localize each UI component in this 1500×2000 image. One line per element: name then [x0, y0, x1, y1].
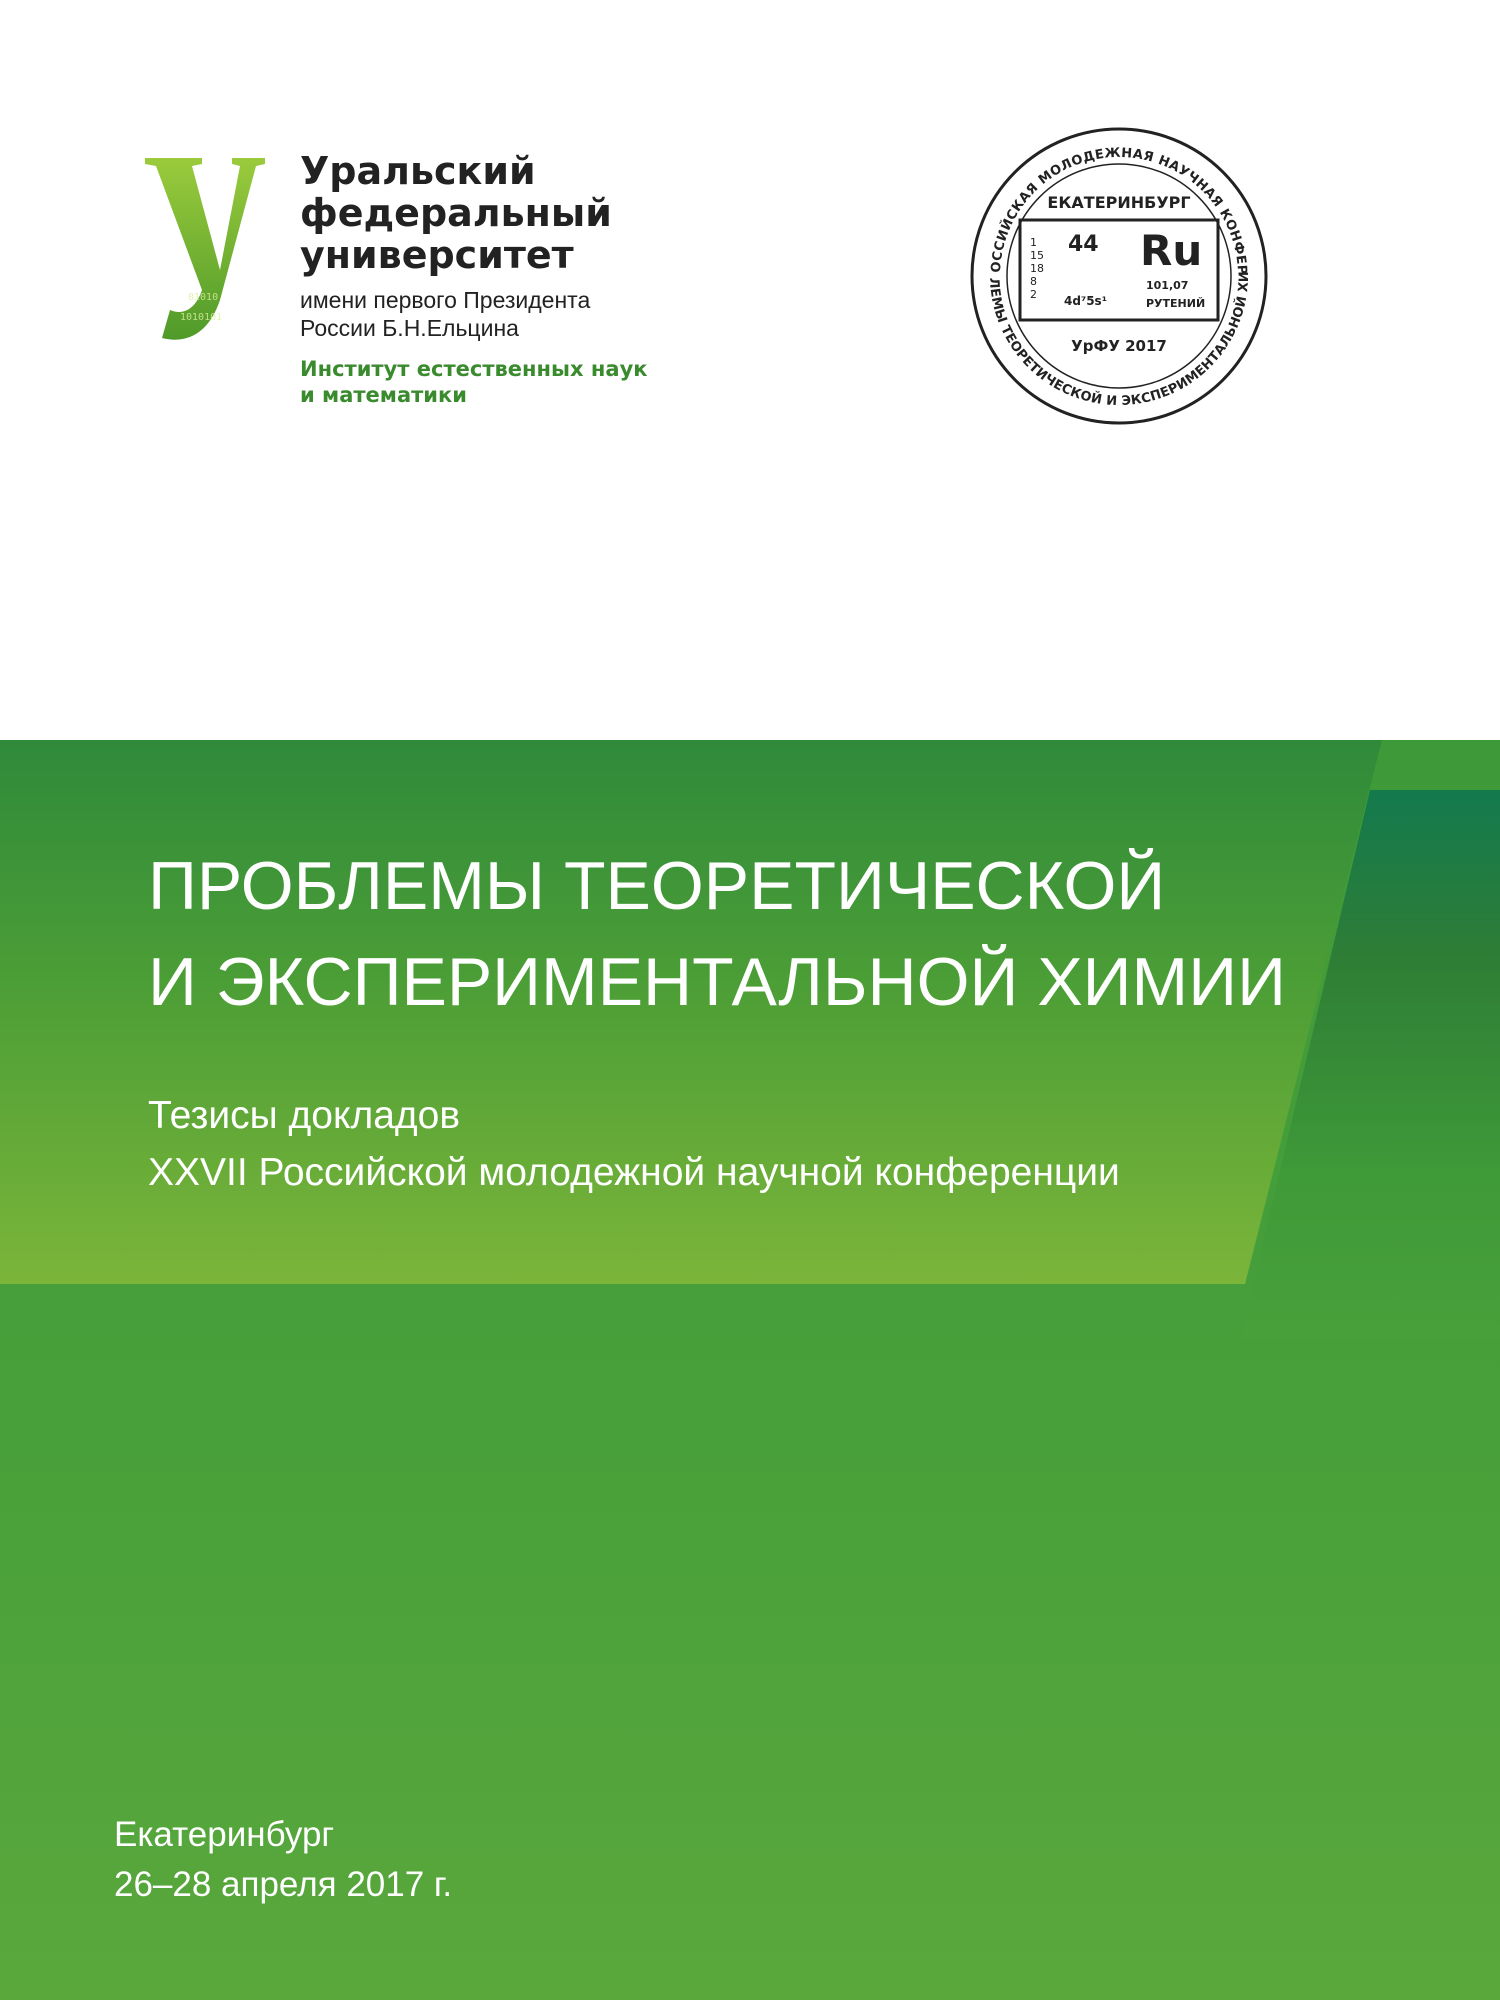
university-name-line: Уральский	[300, 149, 536, 193]
stamp-shell: 1	[1030, 236, 1037, 249]
page-subtitle	[148, 1087, 1120, 1201]
stamp-shell: 2	[1030, 288, 1037, 301]
stamp-ring-bottom: ЛЕМЫ ТЕОРЕТИЧЕСКОЙ И ЭКСПЕРИМЕНТАЛЬНОЙ ХИ	[985, 271, 1253, 410]
stamp-shell: 18	[1030, 262, 1044, 275]
university-logo-icon	[140, 150, 280, 350]
subtitle-line: Тезисы докладов	[148, 1094, 461, 1137]
stamp-footer: УрФУ 2017	[1071, 337, 1167, 355]
stamp-shell: 8	[1030, 275, 1037, 288]
institute-name-line: Институт естественных наук	[300, 357, 648, 381]
university-name-line: федеральный	[300, 191, 612, 235]
conference-stamp	[968, 125, 1270, 427]
svg-text:01010: 01010	[188, 292, 219, 303]
subtitle-line: XXVII Российской молодежной научной конференции	[148, 1151, 1120, 1194]
stamp-atomic-mass: 101,07	[1146, 279, 1189, 292]
institute-name-line: и математики	[300, 383, 467, 407]
university-name	[300, 150, 648, 276]
page-title	[148, 838, 1286, 1030]
stamp-element-symbol: Ru	[1140, 226, 1203, 275]
university-header	[300, 150, 648, 408]
stamp-ring-top: ОССИЙСКАЯ МОЛОДЕЖНАЯ НАУЧНАЯ КОНФЕР	[988, 145, 1250, 276]
stamp-city: ЕКАТЕРИНБУРГ	[1047, 193, 1191, 212]
city-text: Екатеринбург	[114, 1815, 335, 1854]
date-text: 26–28 апреля 2017 г.	[114, 1865, 453, 1904]
university-subtitle-line: имени первого Президента	[300, 287, 591, 313]
stamp-element-name: РУТЕНИЙ	[1146, 297, 1206, 310]
stamp-shell: 15	[1030, 249, 1044, 262]
place-and-date	[114, 1810, 452, 1910]
title-line: И ЭКСПЕРИМЕНТАЛЬНОЙ ХИМИИ	[148, 944, 1286, 1020]
svg-text:1010101: 1010101	[180, 312, 223, 323]
stamp-configuration: 4d⁷5s¹	[1064, 294, 1107, 308]
title-line: ПРОБЛЕМЫ ТЕОРЕТИЧЕСКОЙ	[148, 848, 1166, 924]
stamp-atomic-number: 44	[1068, 232, 1099, 257]
university-subtitle	[300, 286, 648, 342]
university-name-line: университет	[300, 233, 574, 277]
institute-name	[300, 356, 648, 408]
university-subtitle-line: России Б.Н.Ельцина	[300, 315, 519, 341]
